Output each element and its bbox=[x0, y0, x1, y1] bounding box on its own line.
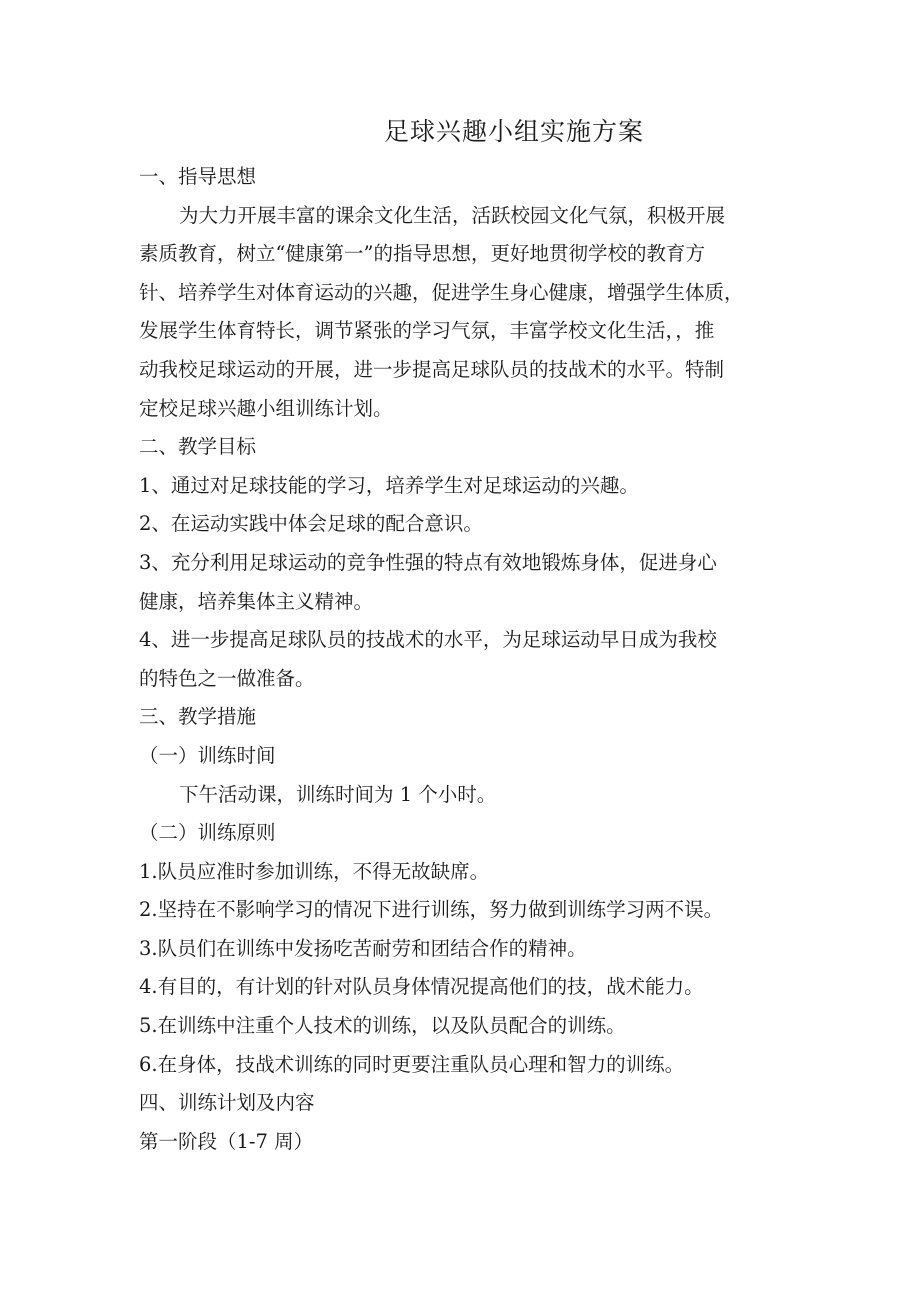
document-title: 足球兴趣小组实施方案 bbox=[384, 117, 645, 146]
paragraph-line: 针、培养学生对体育运动的兴趣，促进学生身心健康，增强学生体质， bbox=[139, 280, 744, 304]
list-item: 2.坚持在不影响学习的情况下进行训练，努力做到训练学习两不误。 bbox=[139, 898, 724, 922]
list-item-continuation: 健康，培养集体主义精神。 bbox=[139, 589, 374, 613]
paragraph-line: 动我校足球运动的开展，进一步提高足球队员的技战术的水平。特制 bbox=[139, 357, 725, 381]
document-body bbox=[139, 158, 784, 1161]
phase-heading: 第一阶段（1-7 周） bbox=[139, 1129, 314, 1153]
list-item: 1、通过对足球技能的学习，培养学生对足球运动的兴趣。 bbox=[139, 473, 639, 497]
list-item: 4、进一步提高足球队员的技战术的水平，为足球运动早日成为我校 bbox=[139, 628, 717, 652]
list-item: 3.队员们在训练中发扬吃苦耐劳和团结合作的精神。 bbox=[139, 936, 587, 960]
paragraph-line: 下午活动课，训练时间为 1 个小时。 bbox=[179, 782, 497, 806]
paragraph-line: 素质教育，树立“健康第一”的指导思想，更好地贯彻学校的教育方 bbox=[139, 242, 705, 266]
list-item: 6.在身体，技战术训练的同时更要注重队员心理和智力的训练。 bbox=[139, 1052, 685, 1076]
section-heading: 二、教学目标 bbox=[139, 435, 257, 459]
list-item: 1.队员应准时参加训练，不得无故缺席。 bbox=[139, 859, 490, 883]
subsection-heading: （二）训练原则 bbox=[139, 821, 276, 845]
list-item: 3、充分利用足球运动的竞争性强的特点有效地锻炼身体，促进身心 bbox=[139, 550, 717, 574]
section-heading: 四、训练计划及内容 bbox=[139, 1091, 315, 1115]
section-heading: 三、教学措施 bbox=[139, 705, 257, 729]
section-heading: 一、指导思想 bbox=[139, 165, 257, 188]
list-item: 2、在运动实践中体会足球的配合意识。 bbox=[139, 512, 483, 536]
subsection-heading: （一）训练时间 bbox=[139, 743, 276, 767]
paragraph-line: 为大力开展丰富的课余文化生活，活跃校园文化气氛，积极开展 bbox=[179, 203, 726, 227]
list-item: 4.有目的，有计划的针对队员身体情况提高他们的技，战术能力。 bbox=[139, 975, 704, 999]
paragraph-line: 发展学生体育特长，调节紧张的学习气氛，丰富学校文化生活，，推 bbox=[139, 319, 715, 343]
list-item: 5.在训练中注重个人技术的训练，以及队员配合的训练。 bbox=[139, 1014, 626, 1038]
list-item-continuation: 的特色之一做准备。 bbox=[139, 666, 315, 690]
paragraph-line: 定校足球兴趣小组训练计划。 bbox=[139, 396, 393, 420]
